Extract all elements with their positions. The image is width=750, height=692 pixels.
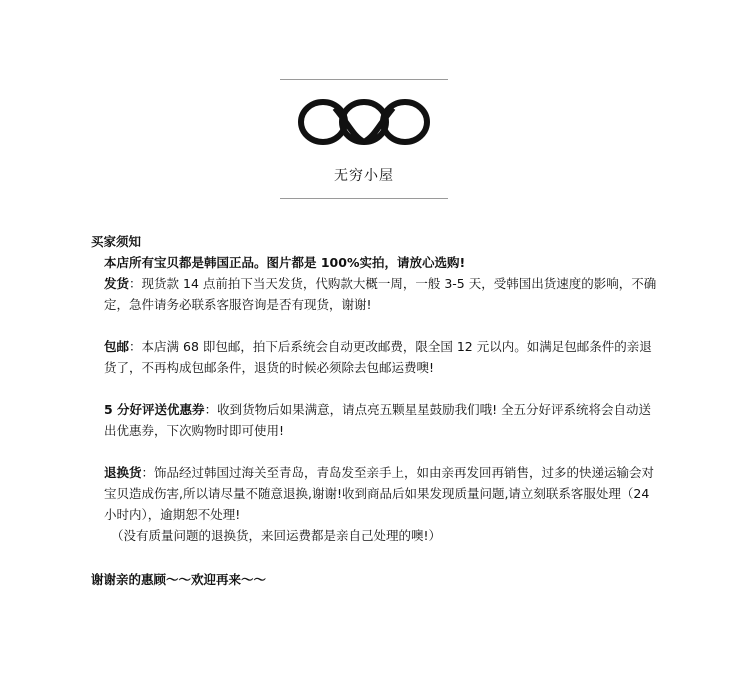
infinity-rings-logo-icon	[295, 96, 433, 148]
top-divider	[280, 79, 448, 80]
shipping-text: ：现货款 14 点前拍下当天发货，代购款大概一周，一般 3-5 天，受韩国出货速度的影响，不确定，急件请务必联系客服咨询是否有现货，谢谢!	[104, 276, 657, 312]
coupon-text: ：收到货物后如果满意，请点亮五颗星星鼓励我们哦! 全五分好评系统将会自动送出优惠券，下次购物时即可使用!	[104, 402, 652, 438]
returns-note: （没有质量问题的退换货，来回运费都是亲自己处理的噢!）	[111, 528, 442, 543]
shipping-section	[91, 273, 661, 315]
coupon-label: 5 分好评送优惠券	[104, 402, 205, 417]
shipping-label: 发货	[104, 276, 130, 291]
thanks-message: 谢谢亲的惠顾～～欢迎再来～～	[91, 572, 267, 587]
notice-intro: 本店所有宝贝都是韩国正品。图片都是 100%实拍，请放心选购!	[104, 255, 466, 270]
brand-name: 无穷小屋	[334, 168, 394, 184]
returns-section	[91, 462, 661, 525]
returns-label: 退换货	[104, 465, 142, 480]
coupon-section	[91, 399, 661, 441]
bottom-divider	[280, 198, 448, 199]
free-shipping-section	[91, 336, 661, 378]
buyer-notice	[91, 231, 661, 546]
free-shipping-text: ：本店满 68 即包邮，拍下后系统会自动更改邮费，限全国 12 元以内。如满足包邮条件的亲退货了，不再构成包邮条件，退货的时候必须除去包邮运费噢!	[104, 339, 652, 375]
free-shipping-label: 包邮	[104, 339, 130, 354]
notice-title: 买家须知	[91, 234, 142, 249]
returns-text: ：饰品经过韩国过海关至青岛，青岛发至亲手上，如由亲再发回再销售，过多的快递运输会对宝贝造成伤害,所以请尽量不随意退换,谢谢!收到商品后如果发现质量问题,请立刻联系客服处理（24 小时内），逾期恕不处理!	[104, 465, 655, 522]
